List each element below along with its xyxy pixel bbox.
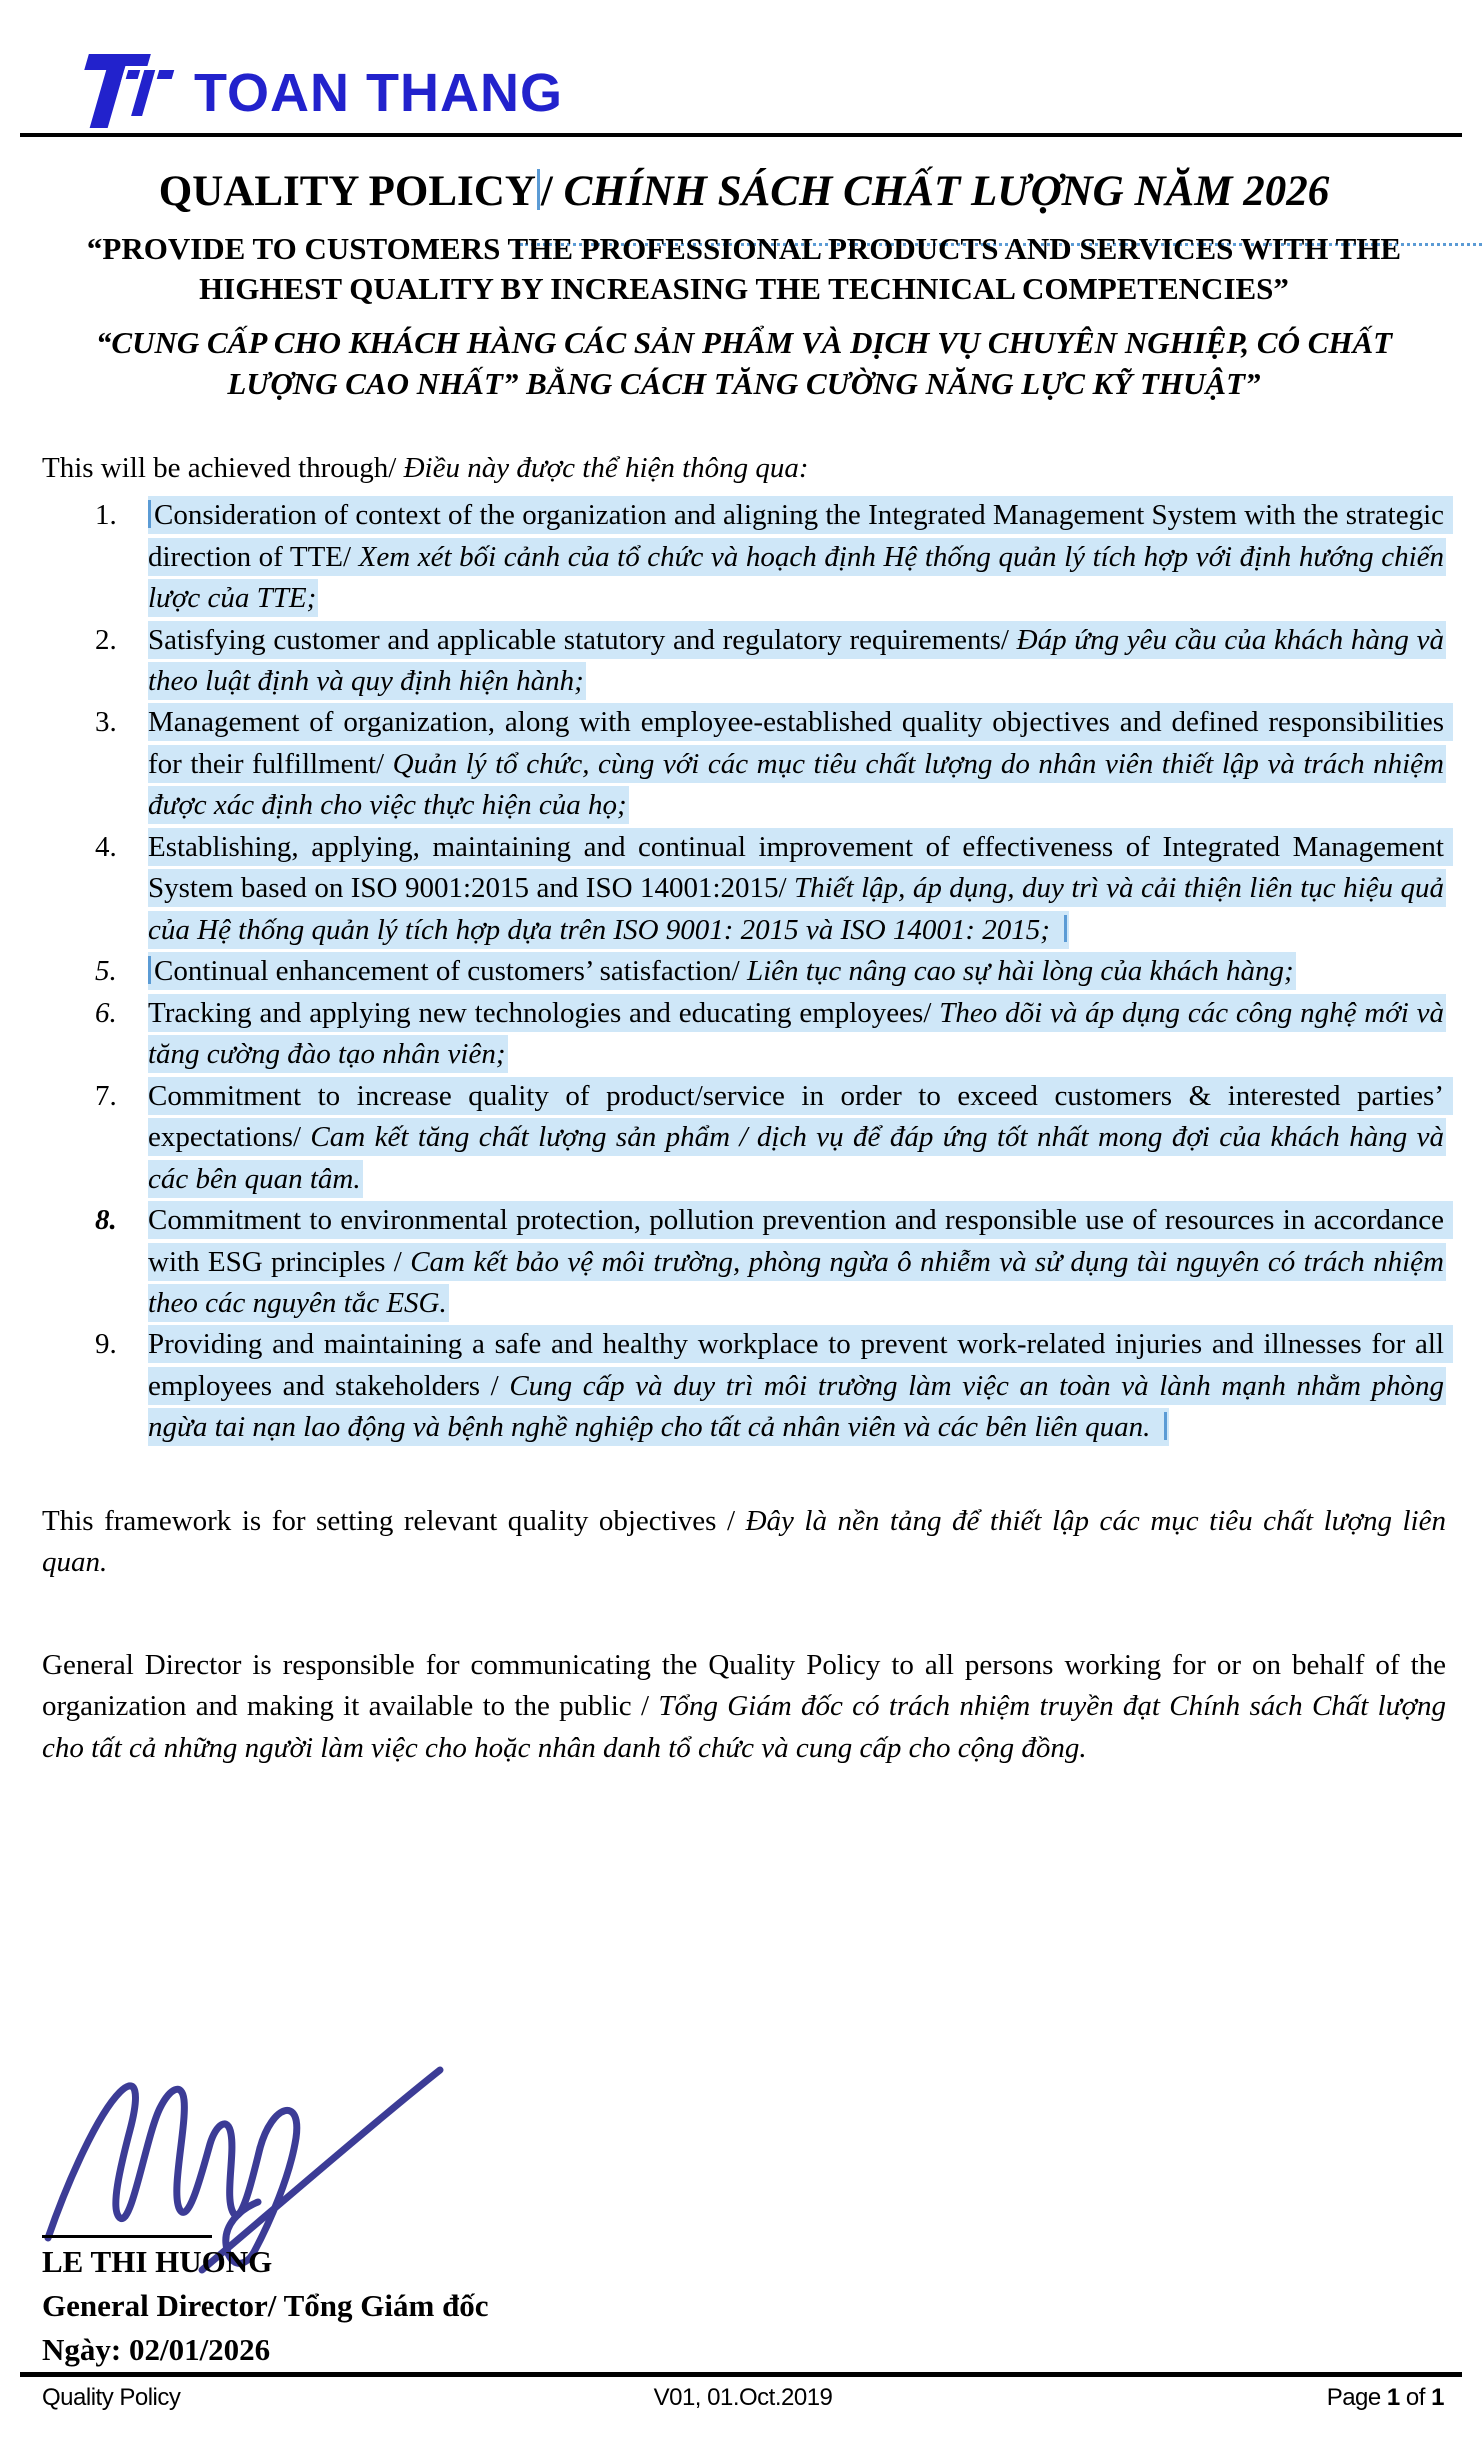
list-item-vietnamese: Thiết lập, áp dụng, duy trì và cải thiện liên tục hiệu quả của Hệ thống quản lý tích hợp dựa trên ISO 9001: 2015 và ISO 14001: 2015; — [148, 872, 1444, 946]
policy-list — [95, 495, 1452, 1449]
list-item-number: 1. — [95, 499, 117, 532]
director-responsibility-paragraph — [42, 1645, 1454, 1769]
subtitle-vietnamese: “CUNG CẤP CHO KHÁCH HÀNG CÁC SẢN PHẨM VÀ DỊCH VỤ CHUYÊN NGHIỆP, CÓ CHẤT LƯỢNG CAO NHẤT” BẰNG CÁCH TĂNG CƯỜNG NĂNG LỰC KỸ THUẬT” — [95, 325, 1393, 401]
intro-line — [42, 448, 1446, 489]
policy-list-item — [95, 702, 1452, 826]
list-item-text — [148, 1076, 1452, 1200]
list-item-number: 8. — [95, 1204, 117, 1237]
company-logo — [58, 50, 563, 136]
director-responsibility-en: General Director is responsible for communicating the Quality Policy to all persons working for or on behalf of the organization and making it available to the public / — [42, 1649, 1454, 1723]
footer-page-number — [977, 2384, 1444, 2412]
list-item-number: 6. — [95, 996, 117, 1029]
list-item-text — [148, 620, 1446, 703]
footer-document-title: Quality Policy — [42, 2384, 181, 2411]
subtitle-english: “PROVIDE TO CUSTOMERS THE PROFESSIONAL PRODUCTS AND SERVICES WITH THE HIGHEST QUALITY BY INCREASING THE TECHNICAL COMPETENCIES” — [86, 230, 1402, 307]
list-item-english: Establishing, applying, maintaining and continual improvement of effectiveness of Integrated Management System based on ISO 9001:2015 and ISO 14001:2015/ — [148, 830, 1452, 905]
highlighted-text — [148, 828, 1453, 949]
signer-title: General Director/ Tổng Giám đốc — [42, 2288, 489, 2323]
director-responsibility-vi: Tổng Giám đốc có trách nhiệm truyền đạt Chính sách Chất lượng cho tất cả những người làm việc cho hoặc nhân danh tổ chức và cung cấp cho cộng đồng. — [42, 1690, 1446, 1764]
title-en: QUALITY POLICY — [158, 168, 536, 215]
list-item-text — [148, 1324, 1452, 1448]
policy-list-item — [95, 1200, 1452, 1324]
list-item-vietnamese: Quản lý tổ chức, cùng với các mục tiêu chất lượng do nhân viên thiết lập và trách nhiệm được xác định cho việc thực hiện của họ; — [148, 747, 1444, 822]
policy-list-item — [95, 1076, 1452, 1200]
list-item-vietnamese: Liên tục nâng cao sự hài lòng của khách hàng; — [747, 955, 1294, 988]
list-item-english: Continual enhancement of customers’ satisfaction/ — [154, 955, 747, 988]
intro-vi: Điều này được thể hiện thông qua: — [403, 451, 809, 484]
highlighted-text — [148, 496, 1453, 617]
list-item-number: 4. — [95, 830, 117, 863]
footer-page-current: 1 — [1386, 2384, 1400, 2411]
framework-en: This framework is for setting relevant quality objectives / — [42, 1504, 746, 1537]
policy-list-item — [95, 951, 1446, 992]
list-item-text — [148, 702, 1452, 826]
title-vi: CHÍNH SÁCH CHẤT LƯỢNG NĂM 2026 — [563, 168, 1330, 215]
list-item-vietnamese: Xem xét bối cảnh của tổ chức và hoạch định Hệ thống quản lý tích hợp với định hướng chiến lược của TTE; — [148, 540, 1444, 615]
signature-date: Ngày: 02/01/2026 — [42, 2332, 271, 2367]
list-item-english: Tracking and applying new technologies and educating employees/ — [148, 996, 940, 1029]
highlighted-text — [148, 703, 1453, 824]
list-item-vietnamese: Cung cấp và duy trì môi trường làm việc an toàn và lành mạnh nhằm phòng ngừa tai nạn lao động và bệnh nghề nghiệp cho tất cả nhân viên và các bên liên quan. — [148, 1369, 1444, 1444]
intro-en: This will be achieved through/ — [42, 451, 404, 484]
policy-list-item — [95, 620, 1446, 703]
document-body — [42, 165, 1454, 1769]
list-item-number: 7. — [95, 1079, 117, 1112]
list-item-vietnamese: Đáp ứng yêu cầu của khách hàng và theo luật định và quy định hiện hành; — [148, 623, 1444, 697]
footer-page-prefix: Page — [1326, 2384, 1387, 2411]
list-item-text — [148, 1200, 1452, 1324]
list-item-english: Commitment to environmental protection, pollution prevention and responsible use of resources in accordance with ESG principles / — [148, 1204, 1452, 1278]
list-item-number: 3. — [95, 706, 117, 739]
footer-divider — [20, 2372, 1462, 2377]
list-item-english: Satisfying customer and applicable statutory and regulatory requirements/ — [148, 623, 1017, 656]
list-item-number: 5. — [95, 955, 117, 988]
list-item-text — [148, 993, 1446, 1076]
highlighted-text — [148, 621, 1446, 700]
signer-name: LE THI HUONG — [42, 2244, 273, 2279]
policy-list-item — [95, 1324, 1452, 1448]
list-item-english: Providing and maintaining a safe and healthy workplace to prevent work-related injuries and illnesses for all employees and stakeholders / — [148, 1328, 1452, 1402]
highlighted-text — [148, 1077, 1453, 1198]
policy-list-item — [95, 827, 1452, 951]
list-item-english: Consideration of context of the organization and aligning the Integrated Management System with the strategic direction of TTE/ — [148, 499, 1452, 573]
framework-paragraph — [42, 1501, 1446, 1583]
highlighted-text — [148, 1325, 1453, 1446]
list-item-vietnamese: Cam kết tăng chất lượng sản phẩm / dịch vụ để đáp ứng tốt nhất mong đợi của khách hàng và các bên quan tâm. — [148, 1121, 1444, 1195]
list-item-number: 9. — [95, 1328, 117, 1361]
list-item-vietnamese: Cam kết bảo vệ môi trường, phòng ngừa ô nhiễm và sử dụng tài nguyên có trách nhiệm theo các nguyên tắc ESG. — [148, 1245, 1444, 1320]
list-item-text — [148, 827, 1452, 951]
policy-list-item — [95, 495, 1452, 619]
highlighted-text — [148, 994, 1446, 1073]
signature-block — [42, 2052, 682, 2382]
toan-thang-tt-monogram-icon — [58, 50, 178, 136]
list-item-text — [148, 951, 1446, 992]
page-title — [42, 165, 1446, 219]
text-cursor-icon — [537, 169, 540, 210]
list-item-english: Management of organization, along with employee-established quality objectives and defined responsibilities for their fulfillment/ — [148, 706, 1452, 780]
framework-vi: Đây là nền tảng để thiết lập các mục tiêu chất lượng liên quan. — [42, 1504, 1446, 1579]
signature-line — [42, 2235, 212, 2238]
highlighted-text — [148, 952, 1296, 990]
footer-version: V01, 01.Oct.2019 — [653, 2384, 833, 2411]
list-item-vietnamese: Theo dõi và áp dụng các công nghệ mới và tăng cường đào tạo nhân viên; — [148, 996, 1444, 1071]
highlighted-text — [148, 1201, 1453, 1322]
footer-page-total: 1 — [1431, 2384, 1444, 2411]
title-separator: / — [540, 168, 564, 215]
footer-page-of: of — [1399, 2384, 1432, 2411]
policy-list-item — [95, 993, 1446, 1076]
company-name: TOAN THANG — [194, 63, 563, 123]
list-item-english: Commitment to increase quality of product/service in order to exceed customers & interested parties’ expectations/ — [148, 1079, 1452, 1154]
list-item-number: 2. — [95, 623, 117, 656]
list-item-text — [148, 495, 1452, 619]
page-footer — [42, 2384, 1444, 2412]
header-divider — [20, 133, 1462, 137]
